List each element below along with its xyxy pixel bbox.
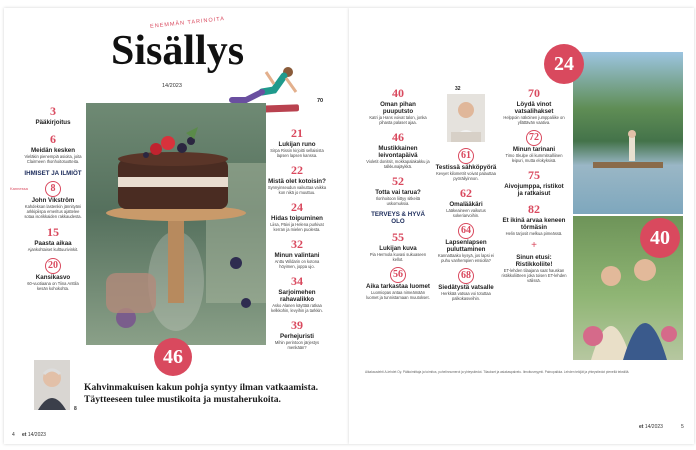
page-circle: 20 [45, 258, 61, 274]
toc-item[interactable]: 46 Mustikkainen leivontapäivä Violetit donitsit, mokkapalakakku ja talkkunajäykkä. [366, 130, 430, 169]
left-page [4, 8, 349, 444]
toc-item[interactable]: 3 Pääkirjoitus [35, 104, 71, 126]
right-column-2 [433, 86, 499, 301]
right-page [349, 8, 694, 444]
page-circle: 8 [45, 181, 61, 197]
toc-item[interactable]: 20 Kansikasvo 60-vuotiaana on Tiina Anttila kesän kohokohta. [27, 260, 79, 291]
page-number-right: 5 [681, 424, 684, 430]
cake-badge[interactable]: 46 [154, 338, 192, 376]
toc-item[interactable]: 34 Sarjoimehen rahavalikko Asko Alanen käyttää ratkaa kelkkohin, levyihin ja tarkkin. [271, 274, 323, 313]
toc-item[interactable]: 15 Paasta aikaa Ajankohtaiset kulttuurivinkit. [27, 225, 79, 252]
left-column [10, 104, 84, 291]
toc-item[interactable]: 68 Siedätystä vatsalle Herkkää vatsaa voi totuttaa palkokasveihin. [438, 270, 494, 301]
man-portrait [447, 94, 485, 142]
toc-item[interactable]: 64 Lapsenlapsen puluttaminen Kannattaako kysyä, jos lapsi ei puhu vanhempien ensiolla? [438, 225, 494, 263]
toc-item[interactable]: Sinun etusi: Ristikkoliite! ET-lehden tilaajana saat hauskan ristikkoliitteen joka toisen ET-lehden välissä. [501, 254, 567, 283]
toc-item[interactable]: 24 Hidas toipuminen Liisa, Päivi ja Helena purkivat kerran ja mielen puolesta. [270, 200, 324, 232]
lake-badge[interactable]: 24 [544, 44, 584, 84]
imprint: Aikakauslehti A-lehdet Oy. Päätoimittaja ja toimitus, puhelinnumerot ja yhteystiedot. Tilaukset ja asiakaspalvelu. Ilmoitusmyynti. Painopaikka. Lehden tekijät ja yhteystiedot pienellä tekstillä. [365, 370, 630, 374]
toc-item[interactable]: Kannessa 8 John Vikström Kahdeksan lastenkin jännityäni arkkipiispa emeritus ajattelee sotaa isorikkaiden rakkaudesta. [10, 183, 82, 219]
toc-item[interactable]: 32 Minun valintani Anttu Wildarin on kotona höyimen, joppa ujo. [274, 237, 320, 269]
plus-icon: + [531, 240, 537, 251]
couple-badge[interactable]: 40 [640, 218, 680, 258]
page-circle: 56 [390, 267, 406, 283]
page-circle: 64 [458, 223, 474, 239]
page-circle: 68 [458, 268, 474, 284]
right-column-1 [365, 86, 431, 300]
toc-item[interactable]: 61 Testissä sähköpyörä Kevyet kilometrit voivat palauttaa pyöräilyinnon. [435, 150, 497, 181]
toc-item[interactable]: 52 Totta vai tarua? Ilonhoitoon liittyy sitkeitä uskomuksia. [375, 174, 421, 206]
toc-item[interactable]: 72 Minun tarinani Timo Skulpe oli kummitsalliinen leipuri, mutta elokyksisä. [505, 132, 563, 163]
exercise-figure [226, 62, 306, 108]
lake-photo [573, 52, 683, 214]
kicker: ENEMMÄN TARINOITA [149, 16, 226, 30]
toc-item[interactable]: 82 Et ikinä arvaa keneen törmäsin Helin tarjosit melkua pimeässä. [502, 202, 566, 236]
toc-item[interactable]: 56 Aika tarkastaa luomet Luomiopas antaa nimeämään luomet ja tunnistamaan muutokset. [366, 269, 430, 300]
toc-item[interactable]: 21 Lukijan runo Sirpa Rissin kirjoitti sellaisista lapsen lapsen kanssa. [270, 126, 324, 158]
toc-item[interactable]: 6 Meidän kesken Vieläkin pienempiä asioita, joita Clairmeen Ihonhoitotuotteita. [24, 132, 82, 164]
page-circle: 61 [458, 148, 474, 164]
section-heading: IHMISET JA ILMIÖT [24, 170, 82, 177]
footer-brand-left: et 14/2023 [22, 432, 46, 438]
toc-item[interactable]: 70 Löydä vinot vatsalihakset Helppoin näköinen jumppaliike on yllättävän vaativa. [503, 86, 565, 125]
small-page-number: 8 [74, 406, 77, 412]
toc-item[interactable]: 75 Aivojumppa, ristikot ja ratkaisut [504, 168, 564, 197]
cake-photo [86, 103, 266, 345]
vikstrom-portrait [34, 360, 70, 410]
toc-item[interactable]: 39 Perhejuristi Mihin perintoon järjestys menkään? [274, 318, 320, 350]
right-column-3 [501, 86, 567, 283]
toc-item[interactable]: 40 Oman pihan puuputsto Katri ja Hans voivat talon, jonka pihasta palaset ajaa. [369, 86, 427, 125]
toc-item[interactable]: 22 Mistä olet kotoisin? Synnyinseudun vaikuttaa vaikka kon nikä jo muuttuu. [267, 163, 327, 195]
page-number-left: 4 [12, 432, 15, 438]
page-title: Sisällys [111, 28, 245, 74]
small-page-number: 32 [455, 86, 461, 92]
toc-item[interactable]: 62 Omalääkäri Lääkeaineen vaikutus sokeriarvoihin. [446, 186, 486, 218]
footer-brand-right: et 14/2023 [639, 424, 663, 430]
photo-caption: Kahvinmakuisen kakun pohja syntyy ilman vatkaamista. Täytteeseen tulee mustikoita ja mustaherukoita. [84, 382, 319, 405]
issue-number: 14/2023 [162, 83, 182, 89]
section-heading: TERVEYS & HYVÄ OLO [371, 211, 425, 225]
toc-item[interactable]: 55 Lukijan kuva Pia Hermola kuvasi sukuaseen kellot. [369, 230, 427, 262]
center-column [266, 126, 328, 350]
page-ref: 70 [317, 98, 324, 104]
page-circle: 72 [526, 130, 542, 146]
cover-label: Kannessa [10, 186, 28, 191]
